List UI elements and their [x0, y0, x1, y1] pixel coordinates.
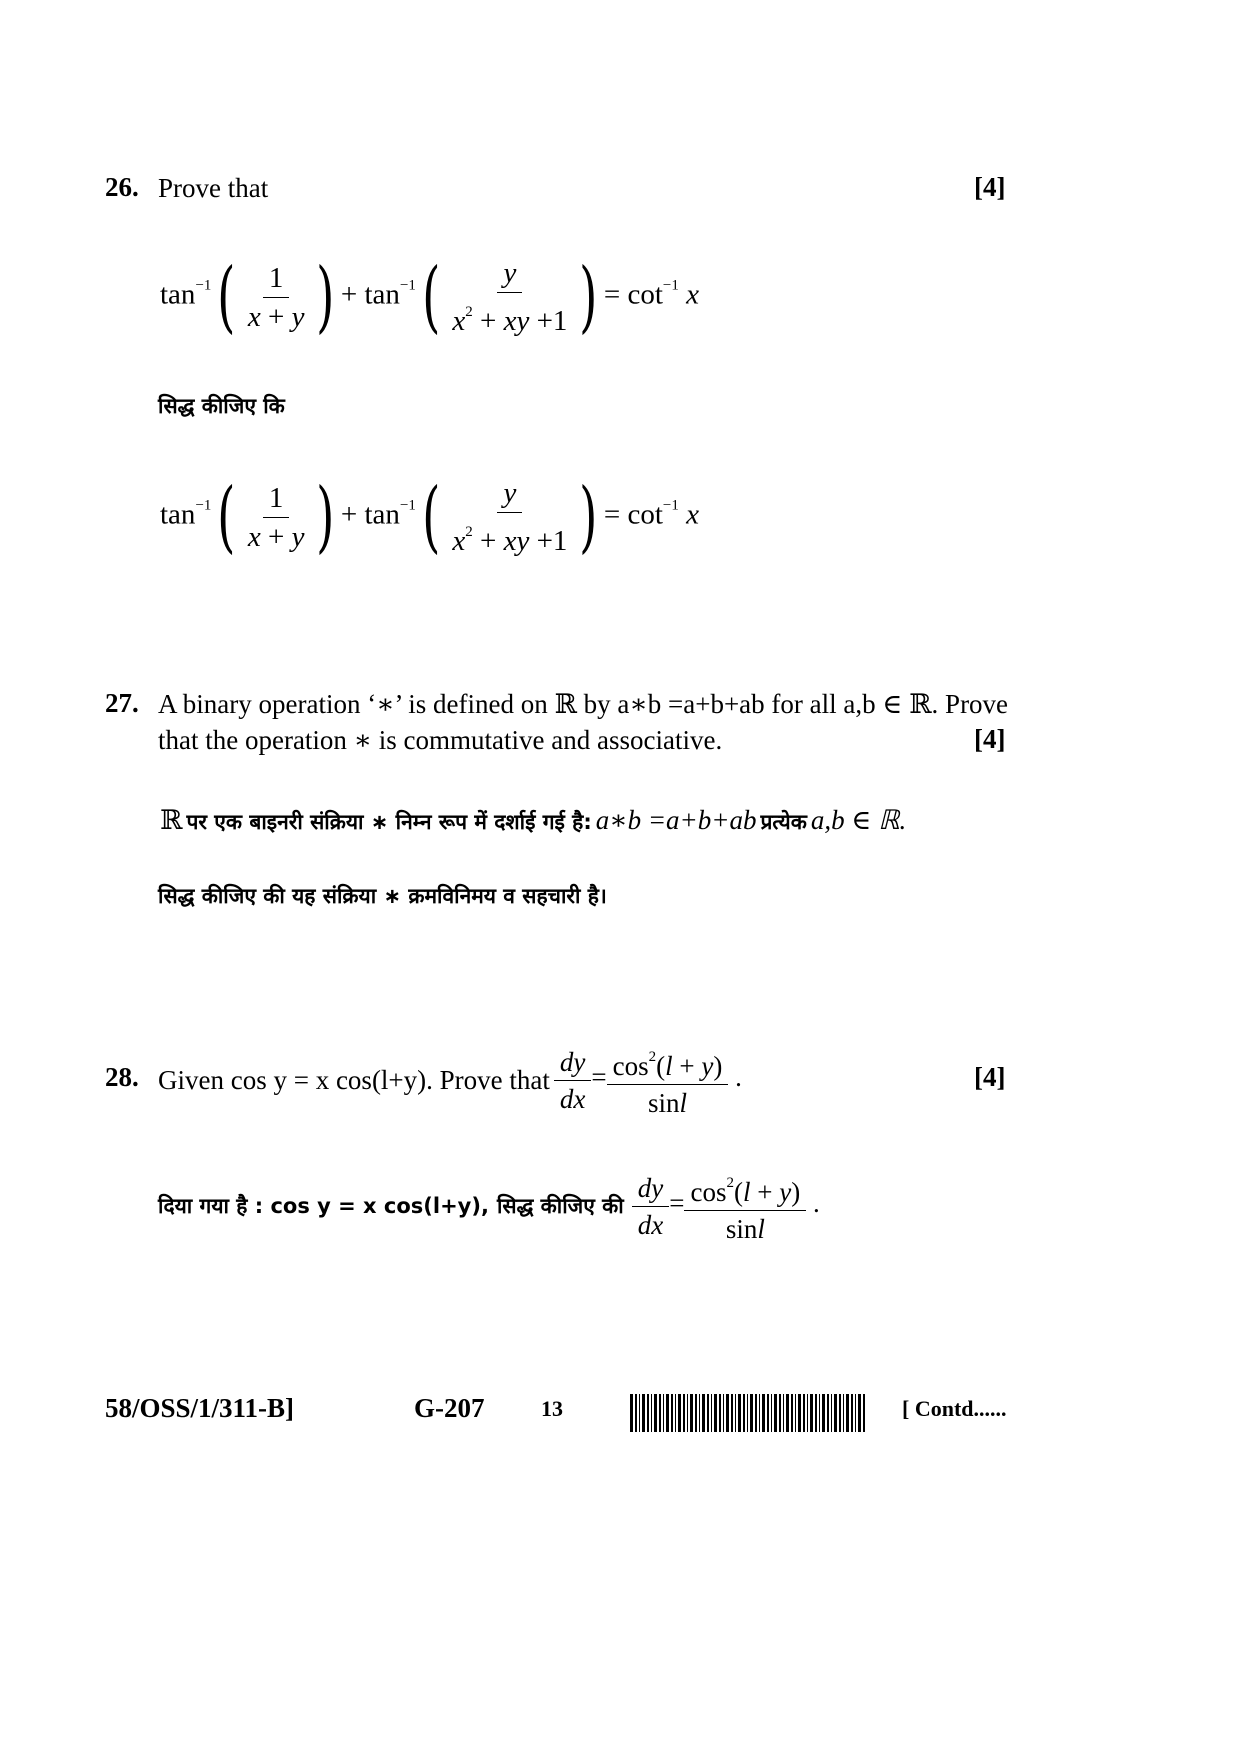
question-27-line-1: A binary operation ‘∗’ is defined on ℝ by a∗b =a+b+ab for all a,b ∈ ℝ. Prove — [158, 689, 1009, 719]
question-27-marks: [4] — [974, 724, 1006, 754]
question-27-line-2: that the operation ∗ is commutative and associative. — [158, 725, 723, 755]
paper-code: 58/OSS/1/311-B] — [105, 1393, 295, 1423]
question-27-hindi-each: प्रत्येक — [760, 810, 807, 834]
question-28-hindi-derivative: $\frac{dy}{dx}$ = $\frac{\cos^2(l + y)}{\sin l}$ . — [632, 1169, 820, 1243]
question-27-hindi-line-1 — [160, 800, 906, 840]
question-26-equation-en: $\tan^{-1}$( $\frac{1}{x + y}$ ) + $\tan^{-1}$( $\frac{y}{x^2 + xy +1}$ ) = $\cot^{-1} x$ — [160, 252, 700, 342]
question-27-hindi-line-2: सिद्ध कीजिए की यह संक्रिया ∗ क्रमविनिमय व सहचारी है। — [158, 884, 607, 908]
question-27-hindi-expr: a∗b =a+b+ab — [595, 805, 757, 835]
question-28-text — [158, 1040, 742, 1120]
question-26-text: Prove that — [158, 173, 269, 203]
continued-label: [ Contd...... — [902, 1396, 1007, 1421]
question-26-hindi-text: सिद्ध कीजिए कि — [158, 394, 285, 418]
question-28-marks: [4] — [974, 1062, 1006, 1092]
question-26-marks: [4] — [974, 172, 1006, 202]
page-number: 13 — [541, 1396, 563, 1421]
series-code: G-207 — [414, 1393, 485, 1423]
question-26-equation-hi: $\tan^{-1}$( $\frac{1}{x + y}$ ) + $\tan^{-1}$( $\frac{y}{x^2 + xy +1}$ ) = $\cot^{-1} x$ — [160, 472, 700, 562]
barcode-image — [630, 1394, 870, 1432]
real-set-symbol: ℝ — [160, 805, 183, 835]
question-28-hindi-given: दिया गया है : cos y = x cos(l+y), — [158, 1194, 489, 1218]
question-28-statement: Given cos y = x cos(l+y). Prove that — [158, 1065, 550, 1095]
question-26-number: 26. — [105, 172, 139, 202]
question-28-hindi-line — [158, 1166, 820, 1246]
question-27-hindi-domain: a,b ∈ ℝ. — [810, 805, 907, 835]
question-27-number: 27. — [105, 688, 139, 718]
question-28-derivative: $\frac{dy}{dx}$ = $\frac{\cos^2(l + y)}{\sin l}$ . — [554, 1043, 742, 1117]
question-27-hindi-desc: पर एक बाइनरी संक्रिया ∗ निम्न रूप में दर्शाई गई है: — [186, 810, 592, 834]
question-28-hindi-prove: सिद्ध कीजिए की — [496, 1194, 624, 1218]
question-28-number: 28. — [105, 1062, 139, 1092]
